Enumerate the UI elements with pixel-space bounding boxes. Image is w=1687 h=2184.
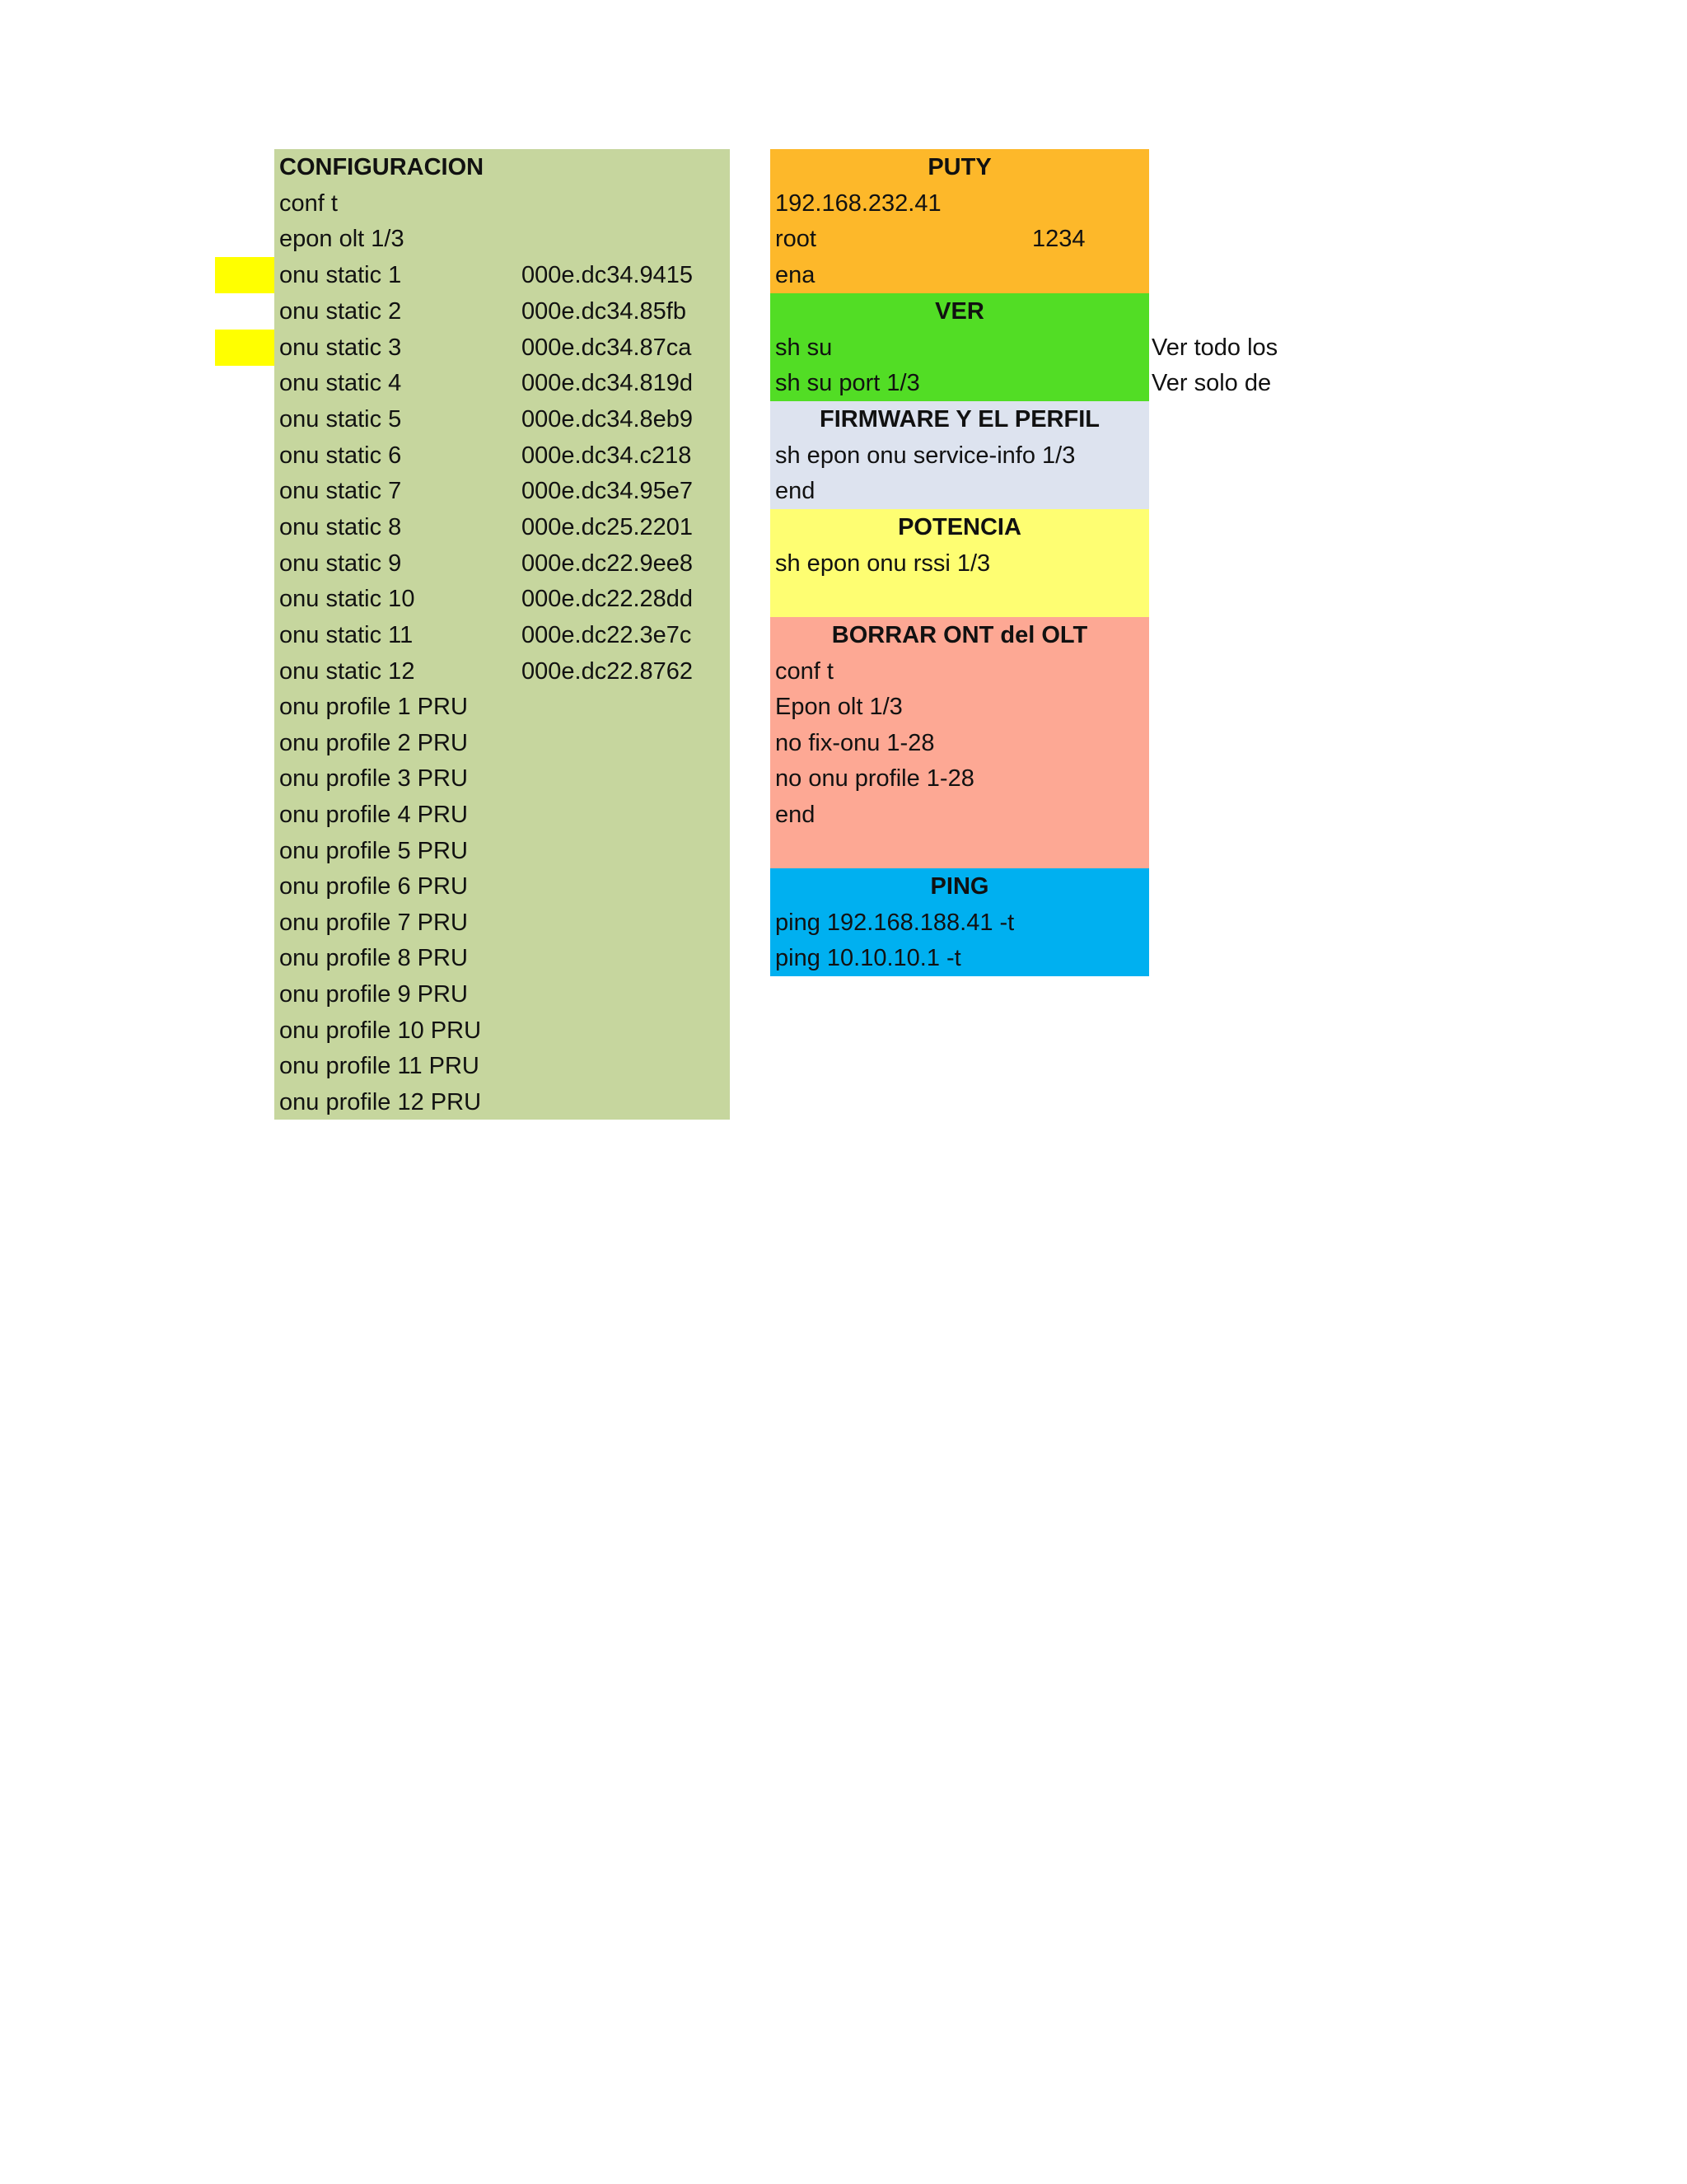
borrar-title: BORRAR ONT del OLT — [831, 622, 1088, 648]
onu-profile-line: onu profile 8 PRU — [279, 945, 468, 971]
firmware-cmd: sh epon onu service-info 1/3 — [775, 442, 1076, 469]
highlight-marker-static-1 — [215, 257, 274, 293]
puty-enable-cmd: ena — [775, 262, 815, 288]
highlight-marker-static-3 — [215, 330, 274, 366]
borrar-line: no fix-onu 1-28 — [775, 730, 935, 756]
onu-static-label: onu static 5 — [279, 406, 402, 433]
config-line: epon olt 1/3 — [279, 226, 404, 252]
puty-title: PUTY — [928, 154, 992, 180]
onu-static-mac: 000e.dc34.c218 — [521, 442, 692, 469]
onu-static-mac: 000e.dc34.8eb9 — [521, 406, 694, 433]
ping-cmd: ping 192.168.188.41 -t — [775, 910, 1015, 936]
puty-user: root — [775, 226, 816, 252]
borrar-line: end — [775, 802, 815, 828]
onu-static-mac: 000e.dc34.95e7 — [521, 478, 694, 504]
borrar-line: conf t — [775, 658, 834, 685]
onu-static-label: onu static 11 — [279, 622, 414, 648]
onu-profile-line: onu profile 12 PRU — [279, 1089, 482, 1115]
onu-static-mac: 000e.dc22.9ee8 — [521, 550, 694, 577]
onu-static-mac: 000e.dc22.3e7c — [521, 622, 692, 648]
borrar-line: Epon olt 1/3 — [775, 694, 903, 720]
onu-static-mac: 000e.dc34.9415 — [521, 262, 694, 288]
onu-static-label: onu static 10 — [279, 586, 415, 612]
onu-static-mac: 000e.dc22.8762 — [521, 658, 694, 685]
ver-cmd: sh su port 1/3 — [775, 370, 920, 396]
onu-profile-line: onu profile 11 PRU — [279, 1053, 479, 1079]
onu-profile-line: onu profile 1 PRU — [279, 694, 468, 720]
onu-static-mac: 000e.dc25.2201 — [521, 514, 694, 540]
ver-note: Ver todo los — [1152, 334, 1278, 361]
onu-static-label: onu static 9 — [279, 550, 402, 577]
onu-profile-line: onu profile 5 PRU — [279, 838, 468, 864]
onu-static-mac: 000e.dc34.87ca — [521, 334, 692, 361]
onu-profile-line: onu profile 4 PRU — [279, 802, 468, 828]
onu-static-label: onu static 4 — [279, 370, 402, 396]
ver-cmd: sh su — [775, 334, 833, 361]
onu-static-mac: 000e.dc22.28dd — [521, 586, 694, 612]
onu-static-label: onu static 2 — [279, 298, 402, 325]
onu-profile-line: onu profile 9 PRU — [279, 981, 468, 1008]
onu-static-label: onu static 12 — [279, 658, 415, 685]
onu-profile-line: onu profile 3 PRU — [279, 765, 468, 792]
ping-title: PING — [930, 873, 989, 900]
config-title: CONFIGURACION — [279, 154, 484, 180]
firmware-cmd: end — [775, 478, 815, 504]
config-line: conf t — [279, 190, 338, 217]
onu-static-mac: 000e.dc34.819d — [521, 370, 694, 396]
onu-static-label: onu static 7 — [279, 478, 402, 504]
potencia-title: POTENCIA — [898, 514, 1021, 540]
puty-ip: 192.168.232.41 — [775, 190, 942, 217]
onu-profile-line: onu profile 7 PRU — [279, 910, 468, 936]
potencia-cmd: sh epon onu rssi 1/3 — [775, 550, 991, 577]
onu-static-label: onu static 3 — [279, 334, 402, 361]
onu-static-mac: 000e.dc34.85fb — [521, 298, 686, 325]
borrar-line: no onu profile 1-28 — [775, 765, 974, 792]
onu-profile-line: onu profile 10 PRU — [279, 1017, 482, 1044]
ping-cmd: ping 10.10.10.1 -t — [775, 945, 961, 971]
onu-profile-line: onu profile 2 PRU — [279, 730, 468, 756]
ver-note: Ver solo de — [1152, 370, 1272, 396]
onu-profile-line: onu profile 6 PRU — [279, 873, 468, 900]
ver-title: VER — [935, 298, 984, 325]
onu-static-label: onu static 1 — [279, 262, 402, 288]
onu-static-label: onu static 8 — [279, 514, 402, 540]
onu-static-label: onu static 6 — [279, 442, 402, 469]
puty-password: 1234 — [1032, 226, 1086, 252]
firmware-title: FIRMWARE Y EL PERFIL — [820, 406, 1100, 433]
